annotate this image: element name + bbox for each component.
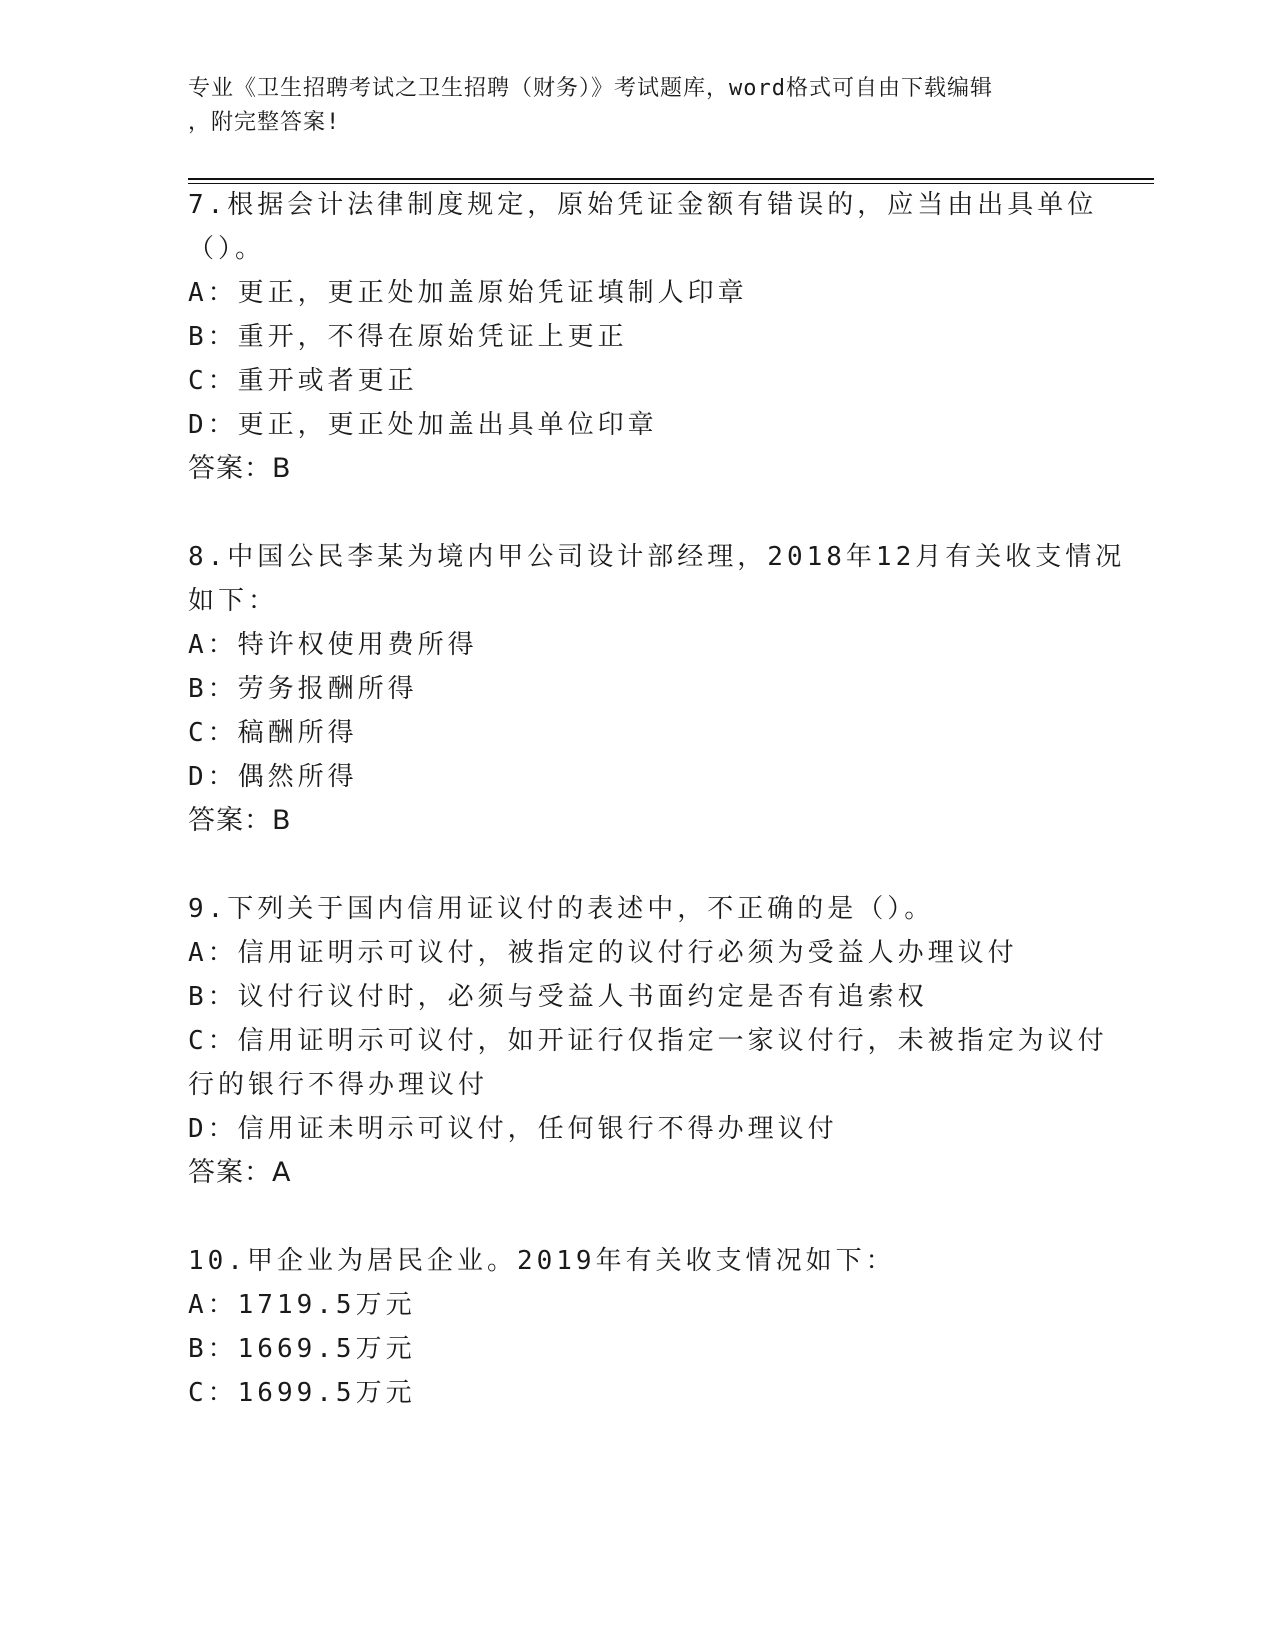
- question-stem-line: 如下：: [188, 586, 279, 616]
- option-b: B：劳务报酬所得: [188, 674, 418, 704]
- question-stem-line: 7.根据会计法律制度规定，原始凭证金额有错误的，应当由出具单位: [188, 190, 1098, 220]
- header-line-1: 专业《卫生招聘考试之卫生招聘（财务）》考试题库，word格式可自由下载编辑: [188, 76, 993, 101]
- answer-line: 答案：B: [188, 805, 292, 836]
- option-c: C：信用证明示可议付，如开证行仅指定一家议付行，未被指定为议付: [188, 1026, 1108, 1056]
- answer-line: 答案：B: [188, 453, 292, 484]
- option-b: B：1669.5万元: [188, 1334, 416, 1364]
- header-divider-top: [188, 178, 1154, 180]
- question-stem-line: 8.中国公民李某为境内甲公司设计部经理，2018年12月有关收支情况: [188, 542, 1126, 572]
- question-stem-line: （）。: [188, 234, 266, 264]
- option-a: A：特许权使用费所得: [188, 630, 478, 660]
- option-d: D：偶然所得: [188, 762, 358, 792]
- option-a: A：1719.5万元: [188, 1290, 416, 1320]
- option-c: C：1699.5万元: [188, 1378, 416, 1408]
- option-c: C：稿酬所得: [188, 718, 358, 748]
- header-line-2: ，附完整答案!: [188, 110, 341, 135]
- option-c: C：重开或者更正: [188, 366, 418, 396]
- option-a: A：信用证明示可议付，被指定的议付行必须为受益人办理议付: [188, 938, 1018, 968]
- option-d: D：更正，更正处加盖出具单位印章: [188, 410, 658, 440]
- option-d: D：信用证未明示可议付，任何银行不得办理议付: [188, 1114, 838, 1144]
- option-c-continued: 行的银行不得办理议付: [188, 1070, 489, 1100]
- document-header: [188, 72, 1088, 140]
- option-b: B：重开，不得在原始凭证上更正: [188, 322, 628, 352]
- question-stem-line: 10.甲企业为居民企业。2019年有关收支情况如下：: [188, 1246, 896, 1276]
- option-a: A：更正，更正处加盖原始凭证填制人印章: [188, 278, 748, 308]
- header-divider-bottom: [188, 183, 1154, 184]
- answer-line: 答案：A: [188, 1157, 292, 1188]
- question-stem-line: 9.下列关于国内信用证议付的表述中，不正确的是（）。: [188, 894, 935, 924]
- option-b: B：议付行议付时，必须与受益人书面约定是否有追索权: [188, 982, 928, 1012]
